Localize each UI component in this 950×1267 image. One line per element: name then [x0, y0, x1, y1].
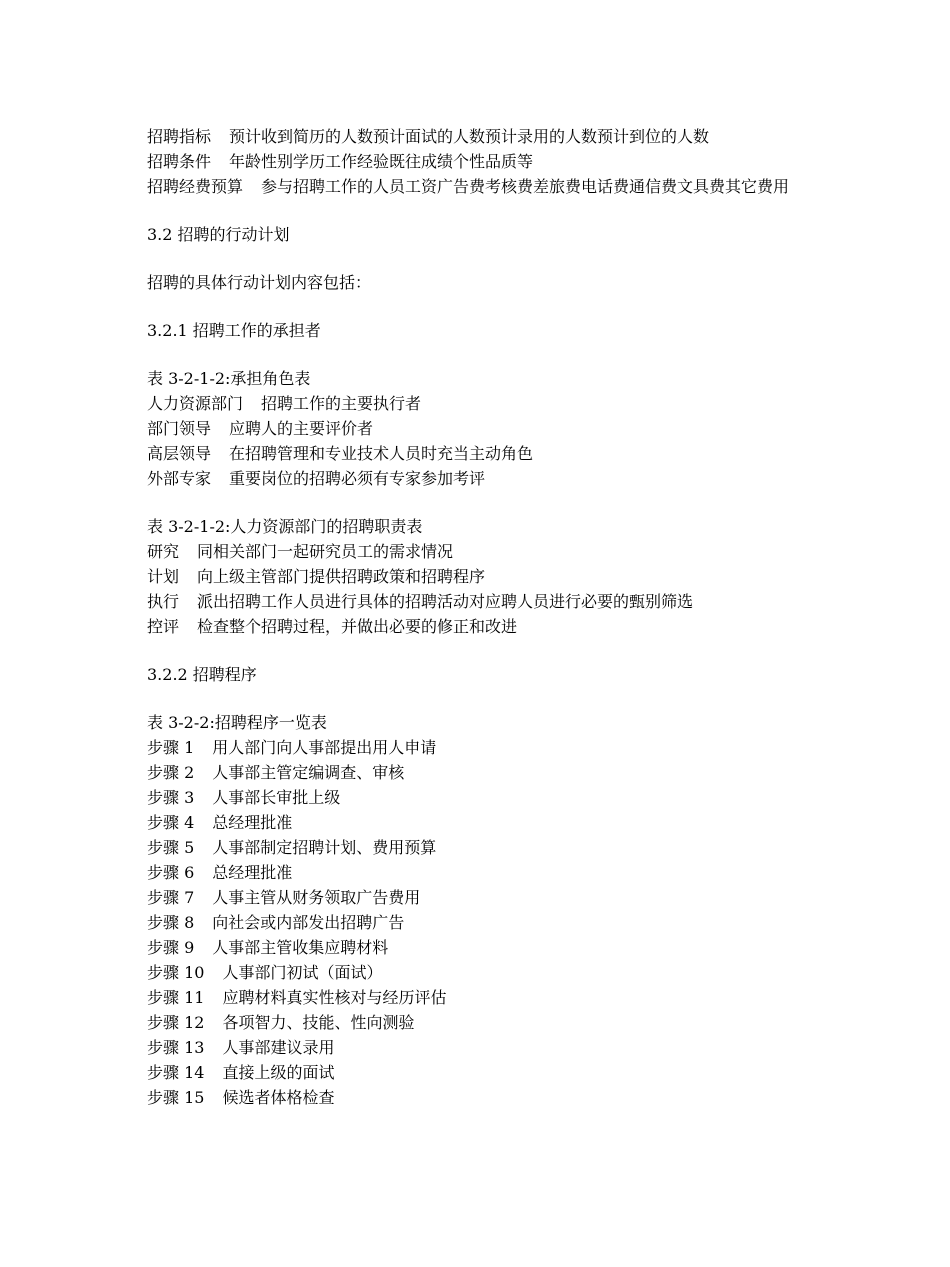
row-label: 步骤 8	[147, 913, 195, 932]
plan-item-label: 招聘条件	[147, 152, 212, 171]
row-label: 计划	[147, 567, 180, 586]
table-row	[147, 860, 807, 885]
row-label: 部门领导	[147, 419, 212, 438]
row-label: 步骤 2	[147, 763, 195, 782]
table-row	[147, 985, 807, 1010]
recruitment-plan-items	[147, 124, 807, 199]
table-row	[147, 466, 807, 491]
row-text: 用人部门向人事部提出用人申请	[212, 738, 437, 757]
row-text: 重要岗位的招聘必须有专家参加考评	[229, 469, 486, 488]
row-label: 控评	[147, 617, 180, 636]
row-text: 直接上级的面试	[222, 1063, 335, 1082]
roles-table	[147, 366, 807, 491]
row-text: 人事部制定招聘计划、费用预算	[212, 838, 437, 857]
plan-item	[147, 149, 807, 174]
table-row	[147, 589, 807, 614]
row-text: 在招聘管理和专业技术人员时充当主动角色	[229, 444, 534, 463]
row-label: 外部专家	[147, 469, 212, 488]
row-text: 检查整个招聘过程，并做出必要的修正和改进	[197, 617, 518, 636]
plan-item-text: 年龄性别学历工作经验既往成绩个性品质等	[229, 152, 534, 171]
table-row	[147, 1085, 807, 1110]
table-row	[147, 614, 807, 639]
table-row	[147, 1035, 807, 1060]
row-text: 向社会或内部发出招聘广告	[212, 913, 405, 932]
row-text: 总经理批准	[212, 813, 293, 832]
table-caption: 表 3-2-1-2:人力资源部门的招聘职责表	[147, 517, 423, 536]
procedure-table	[147, 710, 807, 1110]
row-text: 招聘工作的主要执行者	[261, 394, 422, 413]
row-text: 各项智力、技能、性向测验	[222, 1013, 415, 1032]
intro-paragraph: 招聘的具体行动计划内容包括：	[147, 273, 372, 292]
plan-item-text: 预计收到简历的人数预计面试的人数预计录用的人数预计到位的人数	[229, 127, 710, 146]
row-text: 派出招聘工作人员进行具体的招聘活动对应聘人员进行必要的甄别筛选	[197, 592, 694, 611]
row-text: 人事部门初试（面试）	[222, 963, 383, 982]
plan-item	[147, 174, 807, 199]
row-label: 步骤 12	[147, 1013, 205, 1032]
table-row	[147, 1060, 807, 1085]
row-label: 步骤 13	[147, 1038, 205, 1057]
row-label: 步骤 4	[147, 813, 195, 832]
row-label: 步骤 3	[147, 788, 195, 807]
plan-item-label: 招聘指标	[147, 127, 212, 146]
row-text: 总经理批准	[212, 863, 293, 882]
plan-item	[147, 124, 807, 149]
table-row	[147, 564, 807, 589]
table-row	[147, 760, 807, 785]
table-row	[147, 416, 807, 441]
row-text: 人事部主管定编调查、审核	[212, 763, 405, 782]
row-text: 人事部建议录用	[222, 1038, 335, 1057]
table-caption: 表 3-2-1-2:承担角色表	[147, 369, 311, 388]
subsection-heading: 3.2.2 招聘程序	[147, 665, 257, 684]
row-label: 研究	[147, 542, 180, 561]
row-text: 应聘材料真实性核对与经历评估	[222, 988, 447, 1007]
row-label: 步骤 7	[147, 888, 195, 907]
table-caption: 表 3-2-2:招聘程序一览表	[147, 713, 327, 732]
row-label: 步骤 10	[147, 963, 205, 982]
subsection-heading: 3.2.1 招聘工作的承担者	[147, 321, 321, 340]
section-heading: 3.2 招聘的行动计划	[147, 225, 290, 244]
row-text: 人事部长审批上级	[212, 788, 341, 807]
table-row	[147, 441, 807, 466]
row-label: 步骤 1	[147, 738, 195, 757]
row-label: 步骤 14	[147, 1063, 205, 1082]
plan-item-text: 参与招聘工作的人员工资广告费考核费差旅费电话费通信费文具费其它费用	[261, 177, 790, 196]
row-text: 向上级主管部门提供招聘政策和招聘程序	[197, 567, 486, 586]
table-row	[147, 391, 807, 416]
table-row	[147, 910, 807, 935]
row-text: 应聘人的主要评价者	[229, 419, 374, 438]
table-row	[147, 785, 807, 810]
table-row	[147, 960, 807, 985]
row-label: 步骤 6	[147, 863, 195, 882]
table-row	[147, 810, 807, 835]
hr-duties-table	[147, 514, 807, 639]
table-row	[147, 835, 807, 860]
table-row	[147, 935, 807, 960]
row-label: 步骤 5	[147, 838, 195, 857]
row-text: 人事主管从财务领取广告费用	[212, 888, 421, 907]
row-label: 高层领导	[147, 444, 212, 463]
row-label: 步骤 11	[147, 988, 205, 1007]
table-row	[147, 539, 807, 564]
table-row	[147, 735, 807, 760]
document-page	[147, 124, 807, 1110]
row-text: 同相关部门一起研究员工的需求情况	[197, 542, 454, 561]
row-label: 人力资源部门	[147, 394, 244, 413]
row-label: 执行	[147, 592, 180, 611]
row-label: 步骤 9	[147, 938, 195, 957]
table-row	[147, 1010, 807, 1035]
row-text: 候选者体格检查	[222, 1088, 335, 1107]
row-text: 人事部主管收集应聘材料	[212, 938, 389, 957]
table-row	[147, 885, 807, 910]
plan-item-label: 招聘经费预算	[147, 177, 244, 196]
row-label: 步骤 15	[147, 1088, 205, 1107]
